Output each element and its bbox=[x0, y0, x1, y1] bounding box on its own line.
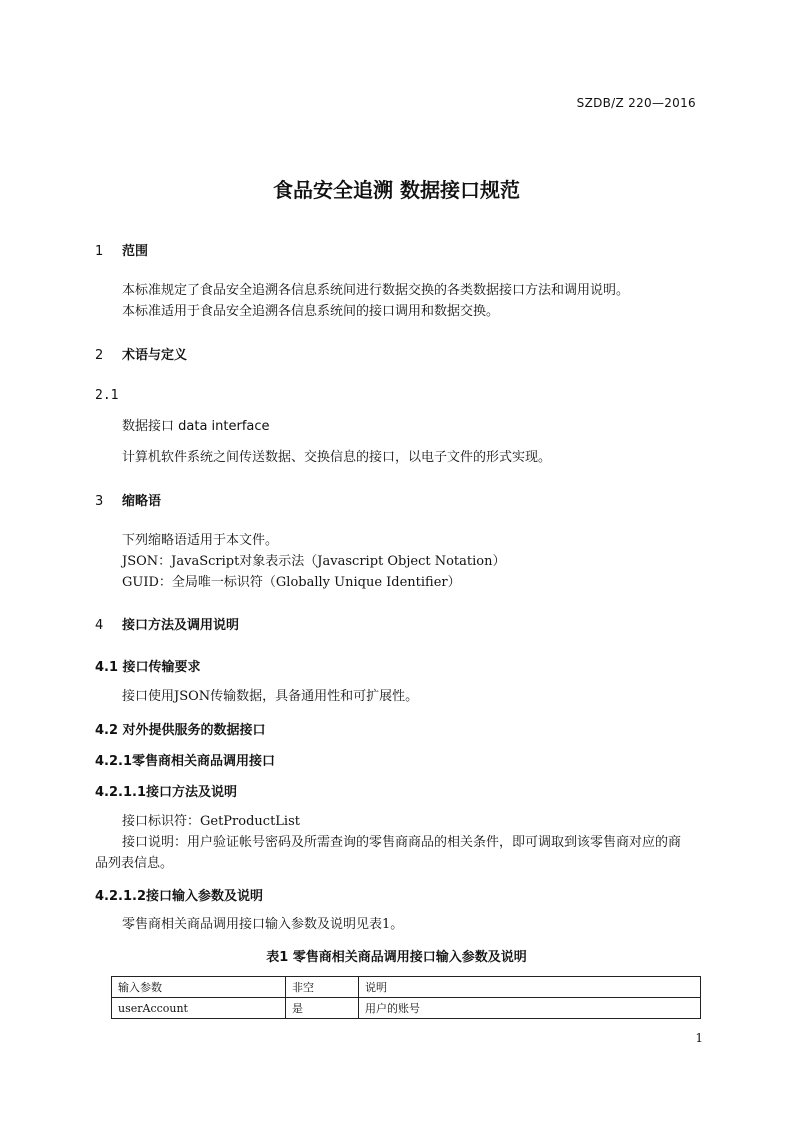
paragraph: 零售商相关商品调用接口输入参数及说明见表1。 bbox=[122, 917, 404, 932]
paragraph: 下列缩略语适用于本文件。 bbox=[122, 533, 279, 548]
section-number: 4 bbox=[95, 618, 104, 633]
document-title: 食品安全追溯 数据接口规范 bbox=[273, 178, 520, 202]
page-number: 1 bbox=[695, 1031, 703, 1045]
subsection-4-1-heading: 4.1 接口传输要求 bbox=[95, 660, 201, 675]
subsection-4-2-1-heading: 4.2.1零售商相关商品调用接口 bbox=[95, 754, 276, 769]
abbreviation-guid: GUID：全局唯一标识符（Globally Unique Identifier） bbox=[122, 575, 461, 590]
paragraph: 接口使用JSON传输数据，具备通用性和可扩展性。 bbox=[122, 689, 419, 704]
interface-description-cont: 品列表信息。 bbox=[95, 856, 174, 871]
section-number: 1 bbox=[95, 244, 104, 259]
table-row bbox=[112, 998, 701, 1019]
table-header-cell: 非空 bbox=[286, 977, 359, 998]
section-number: 3 bbox=[95, 494, 104, 509]
document-code: SZDB/Z 220—2016 bbox=[576, 96, 696, 110]
section-4-heading bbox=[95, 614, 239, 633]
section-3-heading bbox=[95, 490, 161, 509]
term-heading: 数据接口 data interface bbox=[122, 419, 270, 434]
section-title: 接口方法及调用说明 bbox=[122, 618, 240, 633]
section-title: 术语与定义 bbox=[122, 348, 188, 363]
subsection-4-2-1-1-heading: 4.2.1.1接口方法及说明 bbox=[95, 785, 237, 800]
parameters-table bbox=[111, 976, 701, 1019]
section-title: 缩略语 bbox=[122, 494, 162, 509]
table-header-cell: 输入参数 bbox=[112, 977, 286, 998]
paragraph: 本标准适用于食品安全追溯各信息系统间的接口调用和数据交换。 bbox=[122, 304, 500, 319]
subsection-number: 2.1 bbox=[95, 388, 119, 403]
section-number: 2 bbox=[95, 348, 104, 363]
section-2-heading bbox=[95, 344, 187, 363]
subsection-4-2-1-2-heading: 4.2.1.2接口输入参数及说明 bbox=[95, 889, 263, 904]
section-title: 范围 bbox=[122, 244, 149, 259]
interface-identifier: 接口标识符：GetProductList bbox=[122, 814, 300, 829]
section-1-heading bbox=[95, 240, 148, 259]
table-cell: userAccount bbox=[112, 998, 286, 1019]
term-definition: 计算机软件系统之间传送数据、交换信息的接口，以电子文件的形式实现。 bbox=[122, 450, 552, 465]
paragraph: 本标准规定了食品安全追溯各信息系统间进行数据交换的各类数据接口方法和调用说明。 bbox=[122, 283, 630, 298]
subsection-4-2-heading: 4.2 对外提供服务的数据接口 bbox=[95, 723, 266, 738]
table-header-row bbox=[112, 977, 701, 998]
table-cell: 用户的账号 bbox=[359, 998, 701, 1019]
interface-description: 接口说明：用户验证帐号密码及所需查询的零售商商品的相关条件，即可调取到该零售商对应的商 bbox=[122, 835, 682, 850]
abbreviation-json: JSON：JavaScript对象表示法（Javascript Object Notation） bbox=[122, 554, 506, 569]
table-caption: 表1 零售商相关商品调用接口输入参数及说明 bbox=[266, 950, 527, 965]
table-header-cell: 说明 bbox=[359, 977, 701, 998]
table-cell: 是 bbox=[286, 998, 359, 1019]
